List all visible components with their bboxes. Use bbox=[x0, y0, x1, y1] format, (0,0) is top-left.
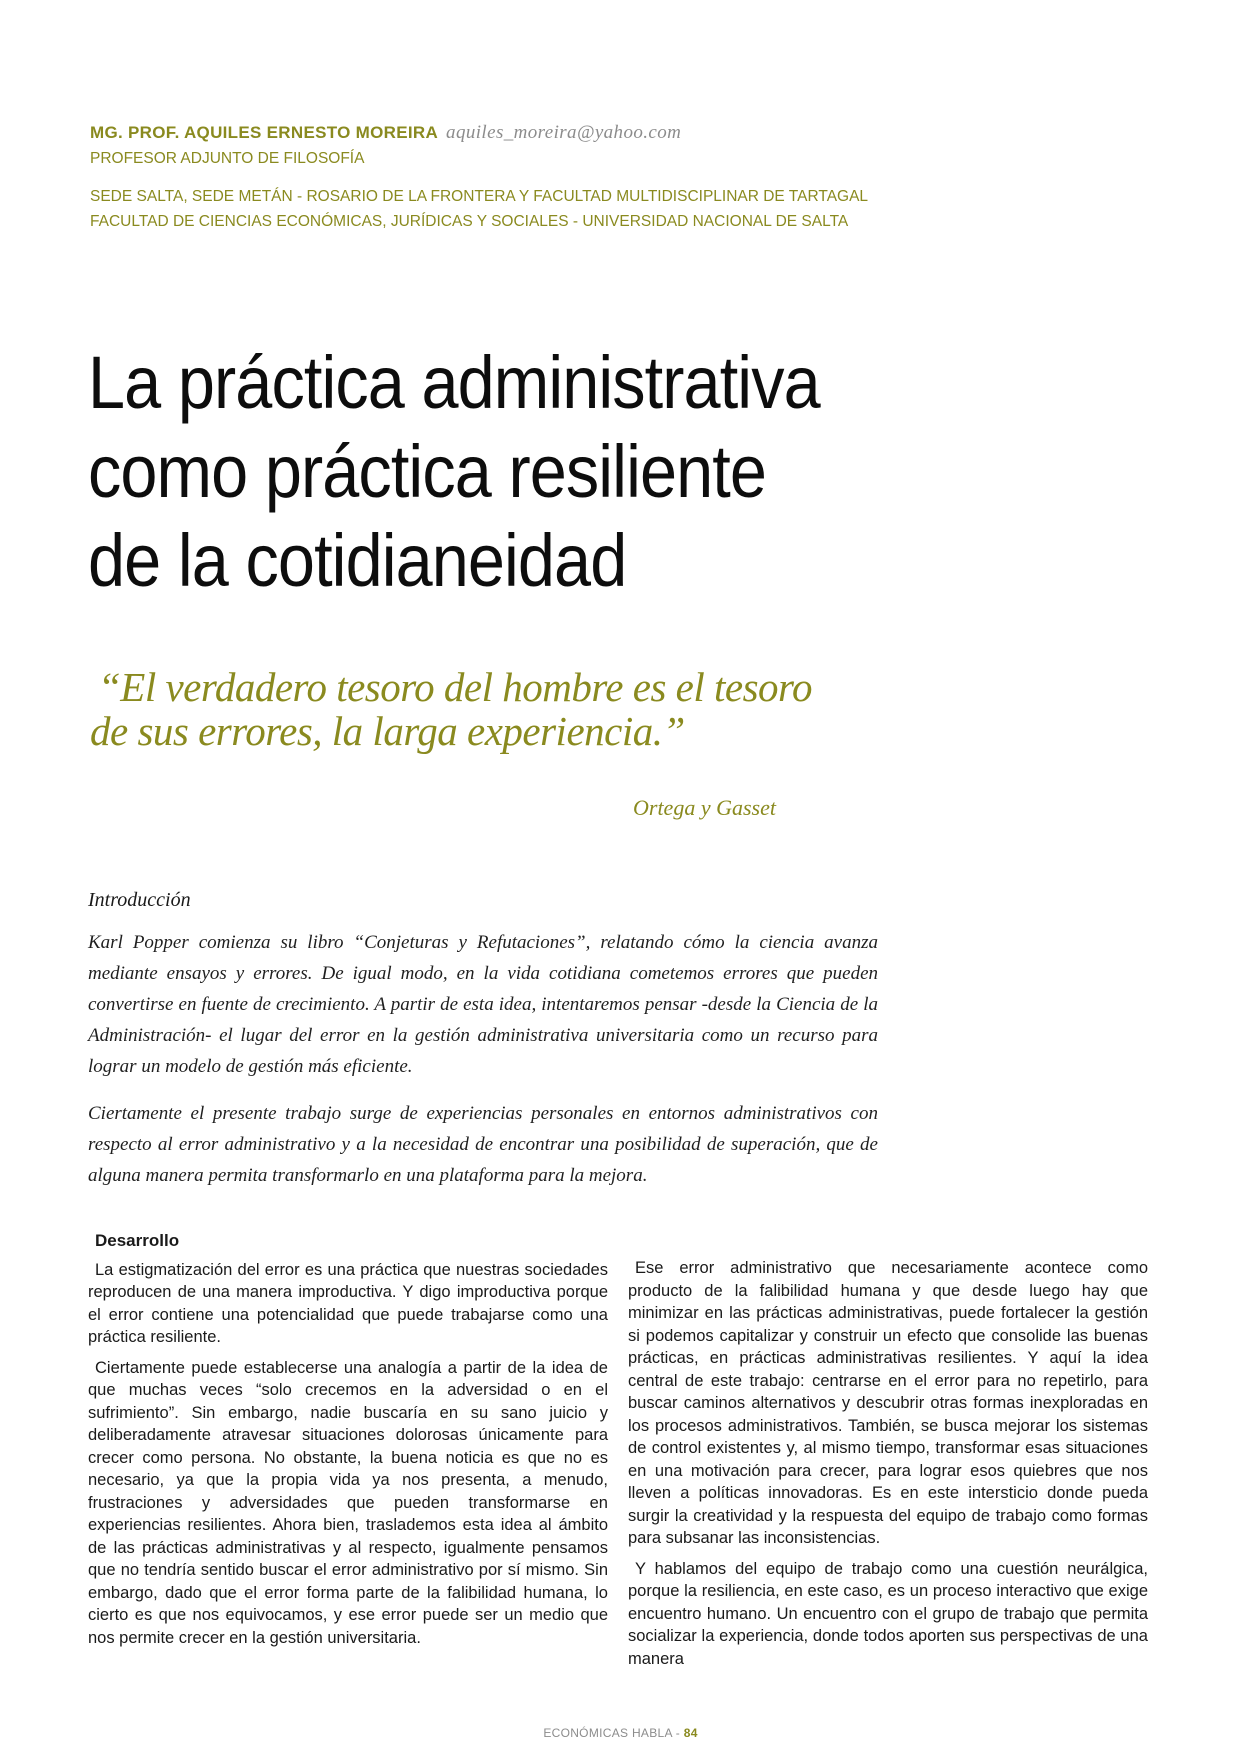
affiliation-line: SEDE SALTA, SEDE METÁN - ROSARIO DE LA FRONTERA Y FACULTAD MULTIDISCIPLINAR DE TARTAGAL bbox=[90, 188, 869, 205]
title-line: de la cotidianeidad bbox=[88, 519, 627, 602]
author-role: PROFESOR ADJUNTO DE FILOSOFÍA bbox=[90, 150, 365, 167]
epigraph-attribution: Ortega y Gasset bbox=[633, 795, 776, 820]
epigraph-line: de sus errores, la larga experiencia.” bbox=[90, 708, 685, 754]
introduction-heading: Introducción bbox=[88, 889, 191, 911]
epigraph-quote bbox=[90, 665, 890, 753]
body-paragraph: La estigmatización del error es una práctica que nuestras sociedades reproducen de una manera improductiva. Y digo improductiva porque el error contiene una potencialidad que puede trabajarse como una práctica resiliente. bbox=[88, 1260, 608, 1346]
page-footer bbox=[0, 1726, 1241, 1740]
author-line bbox=[90, 122, 1090, 144]
author-name: MG. PROF. AQUILES ERNESTO MOREIRA bbox=[90, 123, 439, 142]
body-paragraph: Ciertamente puede establecerse una analogía a partir de la idea de que muchas veces “solo crecemos en la adversidad o en el sufrimiento”. Sin embargo, nadie buscaría en su sano juicio y deliberadamente atravesar situaciones dolorosas únicamente para crecer como persona. No obstante, la buena noticia es que no es necesario, ya que la propia vida ya nos presenta, a menudo, frustraciones y adversidades que pueden transformarse en experiencias resilientes. Ahora bien, traslademos esta idea al ámbito de las prácticas administrativas y al respecto, igualmente pensamos que no tendría sentido buscar el error administrativo por sí mismo. Sin embargo, dado que el error forma parte de la falibilidad humana, lo cierto es que nos equivocamos, y ese error puede ser un medio que nos permite crecer en la gestión universitaria. bbox=[88, 1358, 608, 1647]
right-column bbox=[628, 1257, 1148, 1678]
author-email[interactable]: aquiles_moreira@yahoo.com bbox=[446, 122, 682, 143]
article-title bbox=[88, 338, 1088, 605]
epigraph-line: “El verdadero tesoro del hombre es el tesoro bbox=[98, 664, 812, 710]
body-paragraph: Y hablamos del equipo de trabajo como una cuestión neurálgica, porque la resiliencia, en este caso, es un proceso interactivo que exige encuentro humano. Un encuentro con el grupo de trabajo que permita socializar la experiencia, donde todos aporten sus perspectivas de una manera bbox=[628, 1559, 1148, 1668]
affiliation-line: FACULTAD DE CIENCIAS ECONÓMICAS, JURÍDICAS Y SOCIALES - UNIVERSIDAD NACIONAL DE SALTA bbox=[90, 213, 849, 230]
body-paragraph: Ese error administrativo que necesariamente acontece como producto de la falibilidad humana y que desde luego hay que minimizar en las prácticas administrativas, puede fortalecer la gestión si podemos capitalizar y construir un efecto que consolide las buenas prácticas, en prácticas administrativas resilientes. Y aquí la idea central de este trabajo: centrarse en el error para no repetirlo, para buscar caminos alternativos y descubrir otras formas inexploradas en los procesos administrativos. También, se busca mejorar los sistemas de control existentes y, al mismo tiempo, transformar esas situaciones en una motivación para crecer, para lograr esos quiebres que nos lleven a políticas innovadoras. Es en este intersticio donde pueda surgir la creatividad y la respuesta del equipo de trabajo como formas para subsanar las inconsistencias. bbox=[628, 1259, 1148, 1547]
title-line: La práctica administrativa bbox=[88, 341, 820, 424]
footer-label: ECONÓMICAS HABLA - bbox=[543, 1726, 684, 1740]
page-number: 84 bbox=[683, 1726, 698, 1740]
author-block bbox=[90, 122, 1090, 234]
introduction-paragraph: Karl Popper comienza su libro “Conjeturas y Refutaciones”, relatando cómo la ciencia avanza mediante ensayos y errores. De igual modo, en la vida cotidiana cometemos errores que pueden convertirse en fuente de crecimiento. A partir de esta idea, intentaremos pensar -desde la Ciencia de la Administración- el lugar del error en la gestión administrativa universitaria como un recurso para lograr un modelo de gestión más eficiente. bbox=[88, 932, 878, 1077]
title-line: como práctica resiliente bbox=[88, 430, 766, 513]
development-heading: Desarrollo bbox=[95, 1231, 180, 1250]
left-column bbox=[88, 1230, 608, 1657]
introduction-paragraph: Ciertamente el presente trabajo surge de experiencias personales en entornos administrativos con respecto al error administrativo y a la necesidad de encontrar una posibilidad de superación, que de alguna manera permita transformarlo en una plataforma para la mejora. bbox=[88, 1103, 878, 1186]
